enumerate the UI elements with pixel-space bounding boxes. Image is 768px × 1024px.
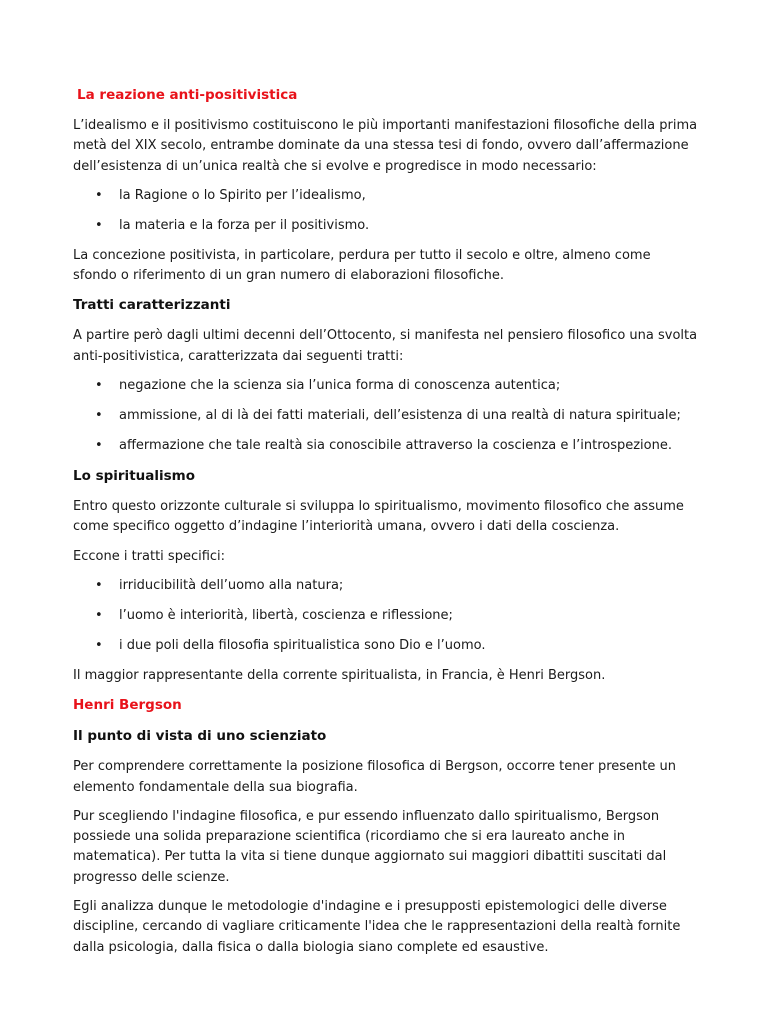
bullet-icon: •: [95, 577, 103, 593]
bullet-icon: •: [95, 408, 103, 424]
bullet-icon: •: [95, 187, 103, 203]
heading-tratti-caratterizzanti: Tratti caratterizzanti: [73, 297, 231, 314]
bullet-icon: •: [95, 378, 103, 394]
paragraph-comprendere: Per comprendere correttamente la posizione filosofica di Bergson, occorre tener presente un elemento fondamentale della sua biografia.: [73, 759, 676, 795]
paragraph-tratti-specifici: Eccone i tratti specifici:: [73, 548, 226, 564]
paragraph-idealismo-positivismo: L’idealismo e il positivismo costituiscono le più importanti manifestazioni filosofiche della prima metà del XIX secolo, entrambe dominate da una stessa tesi di fondo, ovvero dall’affermazione dell’esistenza di un’unica realtà che si evolve e progredisce in modo necessario:: [73, 118, 698, 174]
list-tratti: [73, 376, 698, 456]
bullet-icon: •: [95, 637, 103, 653]
list-item: • irriducibilità dell’uomo alla natura;: [73, 576, 698, 596]
paragraph-concezione-positivista: La concezione positivista, in particolare, perdura per tutto il secolo e oltre, almeno come sfondo o riferimento di un gran numero di elaborazioni filosofiche.: [73, 247, 651, 284]
paragraph-orizzonte-culturale: Entro questo orizzonte culturale si sviluppa lo spiritualismo, movimento filosofico che assume come specifico oggetto d’indagine l’interiorità umana, ovvero i dati della coscienza.: [73, 499, 684, 535]
list-item: • l’uomo è interiorità, libertà, coscienza e riflessione;: [73, 606, 698, 626]
heading-henri-bergson: Henri Bergson: [73, 697, 182, 714]
list-item: • negazione che la scienza sia l’unica forma di conoscenza autentica;: [73, 376, 698, 396]
paragraph-indagine-filosofica: Pur scegliendo l'indagine filosofica, e pur essendo influenzato dallo spiritualismo, Bergson possiede una solida preparazione scientifica (ricordiamo che si era laureato anche in matematica). Per tutta la vita si tiene dunque aggiornato sui maggiori dibattiti suscitati dal progresso delle scienze.: [73, 808, 667, 885]
paragraph-metodologie: Egli analizza dunque le metodologie d'indagine e i presupposti epistemologici delle diverse discipline, cercando di vagliare criticamente l'idea che le rappresentazioni della realtà fornite dalla psicologia, dalla fisica o dalla biologia siano complete ed esaustive.: [73, 899, 681, 955]
heading-punto-di-vista: Il punto di vista di uno scienziato: [73, 728, 327, 745]
list-tratti-specifici: [73, 576, 698, 656]
list-item: • ammissione, al di là dei fatti materiali, dell’esistenza di una realtà di natura spirituale;: [73, 406, 698, 426]
paragraph-maggior-rappresentante: Il maggior rappresentante della corrente spiritualista, in Francia, è Henri Bergson.: [73, 667, 606, 683]
list-realta: [73, 186, 698, 236]
list-item: • la Ragione o lo Spirito per l’idealismo,: [73, 186, 698, 206]
list-item: • affermazione che tale realtà sia conoscibile attraverso la coscienza e l’introspezione.: [73, 436, 698, 456]
bullet-icon: •: [95, 438, 103, 454]
list-item: • la materia e la forza per il positivismo.: [73, 216, 698, 236]
paragraph-svolta-anti-positivistica: A partire però dagli ultimi decenni dell’Ottocento, si manifesta nel pensiero filosofico una svolta anti-positivistica, caratterizzata dai seguenti tratti:: [73, 328, 698, 364]
bullet-icon: •: [95, 607, 103, 623]
list-item: • i due poli della filosofia spiritualistica sono Dio e l’uomo.: [73, 636, 698, 656]
heading-lo-spiritualismo: Lo spiritualismo: [73, 468, 195, 485]
bullet-icon: •: [95, 217, 103, 233]
heading-reazione-anti-positivistica: La reazione anti-positivistica: [77, 87, 298, 103]
